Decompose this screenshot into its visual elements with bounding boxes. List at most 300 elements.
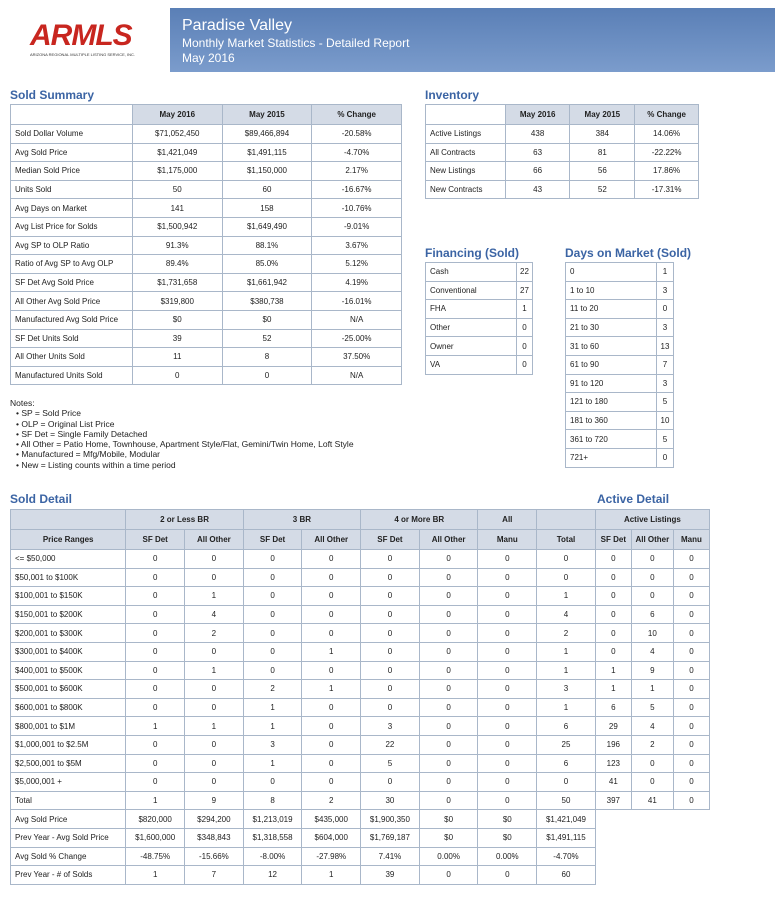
table-row [11,366,402,385]
value-cell: -16.01% [312,292,402,311]
value-cell: 0 [222,366,312,385]
value-cell: 0 [517,337,533,356]
value-cell: -20.58% [312,125,402,144]
value-cell: 3 [243,735,302,754]
value-cell: 22 [361,735,420,754]
blank-cell [631,828,673,847]
table-row [11,568,710,587]
value-cell: 1 [537,698,596,717]
value-cell: 50 [537,791,596,810]
value-cell: 3 [361,717,420,736]
blank-cell [673,866,709,885]
row-label: Manufactured Avg Sold Price [11,310,133,329]
value-cell: $1,900,350 [361,810,420,829]
table-row [566,300,674,319]
value-cell: 0 [361,642,420,661]
row-label: Avg Days on Market [11,199,133,218]
active-value-cell: 0 [673,661,709,680]
value-cell: 0 [185,773,244,792]
logo-text: ARMLS [30,19,132,52]
table-row [426,180,699,199]
row-label: Avg Sold % Change [11,847,126,866]
value-cell: 4 [537,605,596,624]
active-value-cell: 0 [595,624,631,643]
value-cell: 0 [478,624,537,643]
value-cell: $1,421,049 [132,143,222,162]
table-row [11,717,710,736]
value-cell: 0 [361,550,420,569]
active-value-cell: 0 [673,587,709,606]
column-header: All Other [419,530,478,550]
sold-summary-table [10,104,402,385]
table-row [566,318,674,337]
value-cell: 0 [126,735,185,754]
value-cell: -16.67% [312,180,402,199]
value-cell: 0 [302,661,361,680]
row-label: VA [426,355,517,374]
column-header: SF Det [595,530,631,550]
value-cell: 0 [478,587,537,606]
column-header: Total [537,530,596,550]
value-cell: -4.70% [312,143,402,162]
value-cell: $0 [478,810,537,829]
financing-table [425,262,533,375]
row-label: $1,000,001 to $2.5M [11,735,126,754]
value-cell: $0 [419,810,478,829]
table-row [11,273,402,292]
value-cell: 1 [302,642,361,661]
row-label: 121 to 180 [566,393,657,412]
table-row [11,255,402,274]
value-cell: 0 [126,754,185,773]
value-cell: 81 [570,143,635,162]
row-label: Cash [426,263,517,282]
header-row [426,105,699,125]
active-value-cell: 196 [595,735,631,754]
value-cell: 60 [537,866,596,885]
note-item: • Manufactured = Mfg/Mobile, Modular [16,449,354,459]
active-value-cell: 0 [595,642,631,661]
value-cell: 6 [537,754,596,773]
value-cell: 3 [657,318,674,337]
active-value-cell: 0 [673,735,709,754]
value-cell: 1 [126,791,185,810]
row-label: 0 [566,263,657,282]
value-cell: 0 [419,698,478,717]
value-cell: 0 [478,735,537,754]
active-value-cell: 29 [595,717,631,736]
value-cell: $1,175,000 [132,162,222,181]
value-cell: 0 [517,318,533,337]
group-header: 3 BR [243,510,360,530]
value-cell: -48.75% [126,847,185,866]
blank-cell [631,810,673,829]
table-row [566,374,674,393]
row-label: $600,001 to $800K [11,698,126,717]
value-cell: 0 [243,605,302,624]
column-header: All Other [631,530,673,550]
table-row [11,791,710,810]
table-row [426,318,533,337]
value-cell: 0 [478,754,537,773]
row-label: 91 to 120 [566,374,657,393]
value-cell: -9.01% [312,217,402,236]
value-cell: 0 [302,587,361,606]
value-cell: 158 [222,199,312,218]
row-label: Sold Dollar Volume [11,125,133,144]
value-cell: 0 [537,568,596,587]
row-label: Active Listings [426,125,506,144]
active-value-cell: 0 [595,605,631,624]
value-cell: 2 [302,791,361,810]
row-label: Prev Year - Avg Sold Price [11,828,126,847]
value-cell: -25.00% [312,329,402,348]
value-cell: 0 [361,698,420,717]
value-cell: 56 [570,162,635,181]
value-cell: 0 [657,300,674,319]
value-cell: 0 [419,791,478,810]
value-cell: N/A [312,366,402,385]
table-row [11,773,710,792]
value-cell: 0 [419,680,478,699]
value-cell: 66 [505,162,570,181]
active-value-cell: 0 [673,624,709,643]
row-label: Ratio of Avg SP to Avg OLP [11,255,133,274]
row-label: 11 to 20 [566,300,657,319]
active-value-cell: 0 [631,587,673,606]
blank-cell [595,866,631,885]
table-row [11,754,710,773]
active-value-cell: 1 [631,680,673,699]
row-label: Avg Sold Price [11,810,126,829]
value-cell: 0 [302,550,361,569]
value-cell: 0 [185,550,244,569]
value-cell: 3 [537,680,596,699]
value-cell: 3 [657,374,674,393]
table-row [11,605,710,624]
value-cell: 0 [185,735,244,754]
row-label: Other [426,318,517,337]
column-header: All Other [302,530,361,550]
value-cell: $89,466,894 [222,125,312,144]
value-cell: 0 [126,624,185,643]
group-header-row [11,510,710,530]
table-row [426,300,533,319]
table-row [11,810,710,829]
value-cell: 0 [419,717,478,736]
table-row [11,866,710,885]
value-cell: 0 [657,448,674,467]
value-cell: $1,600,000 [126,828,185,847]
value-cell: $380,738 [222,292,312,311]
value-cell: 0 [243,642,302,661]
column-header: May 2015 [570,105,635,125]
table-row [11,180,402,199]
value-cell: 1 [185,717,244,736]
value-cell: 0 [126,550,185,569]
value-cell: 2 [185,624,244,643]
value-cell: 12 [243,866,302,885]
row-label: $50,001 to $100K [11,568,126,587]
group-header: All [478,510,537,530]
active-value-cell: 4 [631,717,673,736]
value-cell: $1,769,187 [361,828,420,847]
row-label: Total [11,791,126,810]
value-cell: 0 [126,587,185,606]
value-cell: 0 [361,624,420,643]
value-cell: 0.00% [419,847,478,866]
value-cell: 0 [302,717,361,736]
value-cell: 7.41% [361,847,420,866]
row-label: $500,001 to $600K [11,680,126,699]
table-row [11,642,710,661]
row-label: Median Sold Price [11,162,133,181]
value-cell: 4.19% [312,273,402,292]
value-cell: 5 [657,430,674,449]
value-cell: $294,200 [185,810,244,829]
value-cell: 384 [570,125,635,144]
value-cell: 89.4% [132,255,222,274]
table-row [11,217,402,236]
row-label: 21 to 30 [566,318,657,337]
value-cell: $1,421,049 [537,810,596,829]
blank-cell [595,810,631,829]
value-cell: 0.00% [478,847,537,866]
table-row [566,281,674,300]
column-header: Manu [478,530,537,550]
row-label: Avg SP to OLP Ratio [11,236,133,255]
value-cell: -22.22% [635,143,699,162]
column-header: SF Det [361,530,420,550]
column-header: SF Det [126,530,185,550]
row-label: $200,001 to $300K [11,624,126,643]
logo-subtitle: ARIZONA REGIONAL MULTIPLE LISTING SERVICE, INC. [30,52,136,57]
active-value-cell: 0 [673,550,709,569]
report-subtitle: Monthly Market Statistics - Detailed Report [182,36,410,50]
column-header: % Change [312,105,402,125]
dom-title: Days on Market (Sold) [565,246,692,260]
row-label: All Other Avg Sold Price [11,292,133,311]
value-cell: $1,150,000 [222,162,312,181]
row-label: $800,001 to $1M [11,717,126,736]
value-cell: 0 [185,680,244,699]
value-cell: 1 [657,263,674,282]
column-header: SF Det [243,530,302,550]
notes-list [16,408,354,470]
value-cell: 3.67% [312,236,402,255]
value-cell: $1,491,115 [537,828,596,847]
row-label: FHA [426,300,517,319]
value-cell: 0 [126,642,185,661]
table-row [11,162,402,181]
table-row [566,411,674,430]
note-item: • SF Det = Single Family Detached [16,429,354,439]
value-cell: 0 [478,680,537,699]
active-value-cell: 6 [595,698,631,717]
blank-header-cell [11,105,133,125]
table-row [426,143,699,162]
report-header [170,8,775,72]
value-cell: 1 [537,642,596,661]
value-cell: 85.0% [222,255,312,274]
value-cell: 0 [537,773,596,792]
value-cell: 13 [657,337,674,356]
value-cell: 39 [361,866,420,885]
value-cell: 1 [126,866,185,885]
active-detail-title: Active Detail [597,492,670,506]
value-cell: $1,491,115 [222,143,312,162]
table-row [426,125,699,144]
value-cell: 30 [361,791,420,810]
value-cell: $435,000 [302,810,361,829]
value-cell: -15.66% [185,847,244,866]
value-cell: 0 [478,642,537,661]
note-item: • OLP = Original List Price [16,419,354,429]
value-cell: 0 [419,754,478,773]
value-cell: 8 [243,791,302,810]
blank-cell [673,847,709,866]
value-cell: 0 [361,587,420,606]
table-row [11,329,402,348]
row-label: 181 to 360 [566,411,657,430]
value-cell: 1 [517,300,533,319]
value-cell: 0 [302,568,361,587]
table-row [566,393,674,412]
value-cell: 0 [419,642,478,661]
table-row [11,735,710,754]
active-value-cell: 0 [631,754,673,773]
row-label: New Listings [426,162,506,181]
inventory-title: Inventory [425,88,480,102]
value-cell: 0 [361,661,420,680]
header-row [11,105,402,125]
value-cell: 1 [537,661,596,680]
table-row [566,448,674,467]
notes-title: Notes: [10,398,35,408]
blank-cell [673,828,709,847]
dom-table [565,262,674,468]
value-cell: 5 [657,393,674,412]
value-cell: 0 [126,698,185,717]
row-label: Owner [426,337,517,356]
value-cell: $0 [478,828,537,847]
table-row [426,337,533,356]
value-cell: 0 [419,587,478,606]
table-row [11,143,402,162]
value-cell: 0 [419,866,478,885]
value-cell: 0 [478,866,537,885]
value-cell: 1 [537,587,596,606]
value-cell: 0 [478,661,537,680]
active-value-cell: 0 [673,680,709,699]
sold-detail-table [10,509,710,885]
blank-header-cell [537,510,596,530]
value-cell: 0 [243,568,302,587]
row-label: <= $50,000 [11,550,126,569]
value-cell: 0 [302,754,361,773]
value-cell: 0 [478,605,537,624]
active-value-cell: 1 [595,661,631,680]
value-cell: $1,661,942 [222,273,312,292]
active-value-cell: 123 [595,754,631,773]
value-cell: 17.86% [635,162,699,181]
value-cell: $1,649,490 [222,217,312,236]
row-label: 1 to 10 [566,281,657,300]
value-cell: 0 [419,550,478,569]
sold-detail-title: Sold Detail [10,492,73,506]
table-row [11,587,710,606]
active-value-cell: 0 [595,568,631,587]
active-value-cell: 0 [595,587,631,606]
row-label: SF Det Avg Sold Price [11,273,133,292]
value-cell: 6 [537,717,596,736]
value-cell: 0 [361,605,420,624]
value-cell: 39 [132,329,222,348]
value-cell: 0 [185,642,244,661]
active-value-cell: 0 [673,605,709,624]
sold-summary-title: Sold Summary [10,88,95,102]
row-label: Avg List Price for Solds [11,217,133,236]
row-label: 61 to 90 [566,355,657,374]
value-cell: $0 [222,310,312,329]
note-item: • New = Listing counts within a time period [16,460,354,470]
row-label: Conventional [426,281,517,300]
value-cell: $0 [419,828,478,847]
table-row [11,550,710,569]
group-header: Active Listings [595,510,709,530]
value-cell: 0 [361,680,420,699]
value-cell: 0 [419,773,478,792]
value-cell: 0 [302,735,361,754]
row-label: New Contracts [426,180,506,199]
active-value-cell: 0 [595,550,631,569]
active-value-cell: 10 [631,624,673,643]
value-cell: 0 [478,773,537,792]
table-row [11,292,402,311]
value-cell: 2 [243,680,302,699]
value-cell: 0 [302,624,361,643]
row-label: $150,001 to $200K [11,605,126,624]
active-value-cell: 0 [673,717,709,736]
row-label: $100,001 to $150K [11,587,126,606]
table-row [11,680,710,699]
value-cell: 0 [478,698,537,717]
value-cell: 0 [537,550,596,569]
value-cell: 0 [243,624,302,643]
row-label: Units Sold [11,180,133,199]
value-cell: 0 [419,661,478,680]
subheader-row [11,530,710,550]
column-header: May 2015 [222,105,312,125]
value-cell: 0 [126,568,185,587]
table-row [11,125,402,144]
active-value-cell: 397 [595,791,631,810]
value-cell: 52 [222,329,312,348]
report-period: May 2016 [182,51,235,65]
value-cell: 0 [126,773,185,792]
value-cell: 0 [126,661,185,680]
table-row [11,199,402,218]
value-cell: -27.98% [302,847,361,866]
value-cell: 0 [361,568,420,587]
value-cell: 1 [302,680,361,699]
value-cell: 1 [126,717,185,736]
value-cell: 0 [243,550,302,569]
group-header: 4 or More BR [361,510,478,530]
value-cell: 25 [537,735,596,754]
row-label: $5,000,001 + [11,773,126,792]
value-cell: 1 [185,661,244,680]
